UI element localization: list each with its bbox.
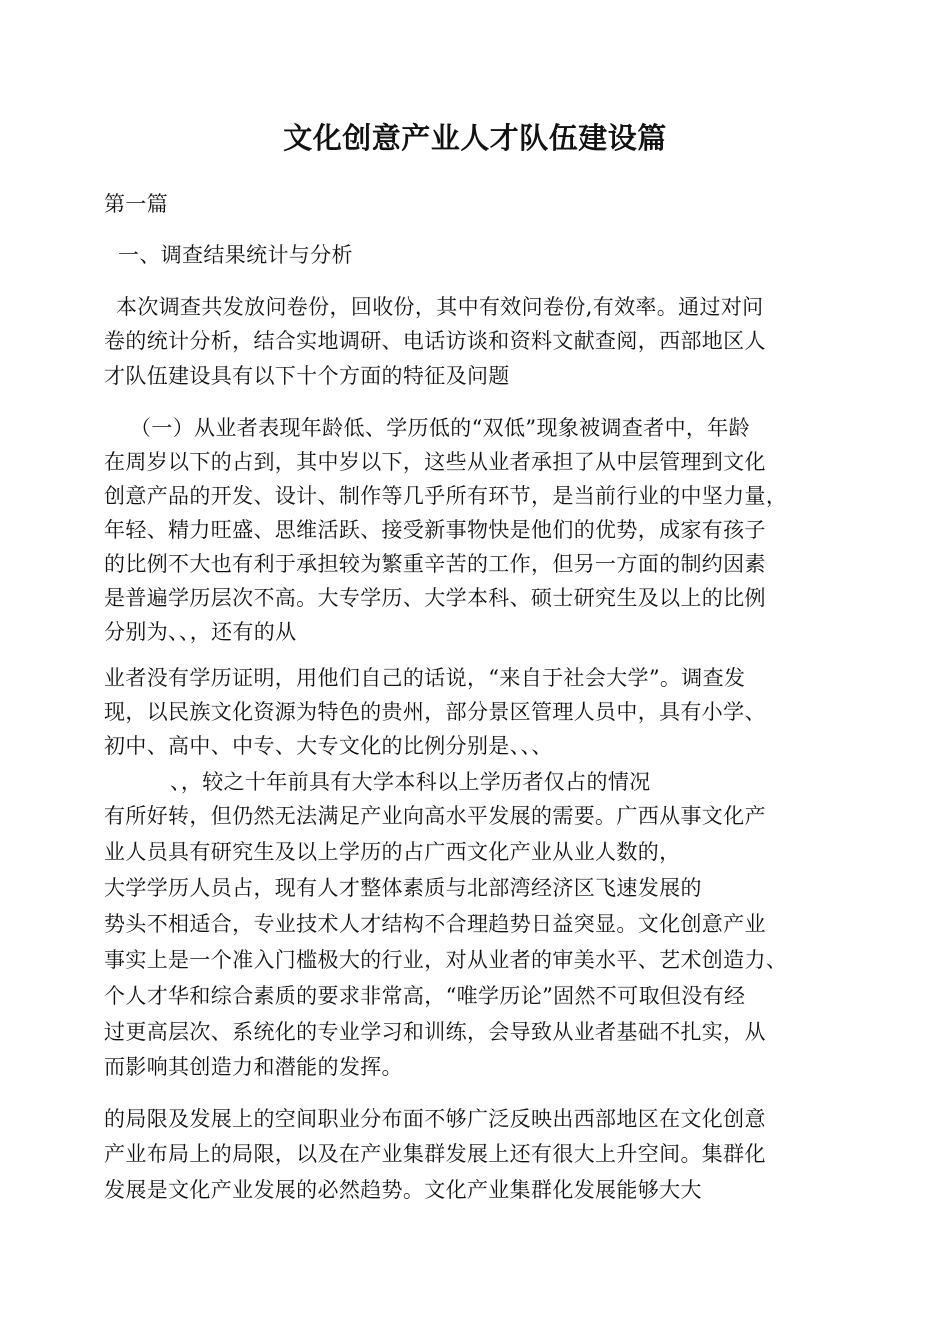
paragraph1-line: 本次调查共发放问卷份，回收份，其中有效问卷份,有效率。通过对问 (116, 295, 764, 319)
paragraph2-line: 业者没有学历证明，用他们自己的话说，“来自于社会大学”。调查发 (104, 666, 746, 690)
paragraph2-line: 业人员具有研究生及以上学历的占广西文化产业从业人数的， (104, 840, 681, 864)
paragraph2-line: 是普遍学历层次不高。大专学历、大学本科、硕士研究生及以上的比例 (104, 586, 766, 610)
paragraph2-line: 现，以民族文化资源为特色的贵州，部分景区管理人员中，具有小学、 (104, 700, 766, 724)
paragraph2-line: 初中、高中、中专、大专文化的比例分别是、、、 (104, 734, 553, 758)
paragraph1-line: 卷的统计分析，结合实地调研、电话访谈和资料文献查阅，西部地区人 (104, 329, 766, 353)
paragraph2-line: 、，较之十年前具有大学本科以上学历者仅占的情况 (170, 770, 651, 794)
paragraph2-line: 个人才华和综合素质的要求非常高，“唯学历论”固然不可取但没有经 (104, 984, 746, 1008)
paragraph2-line: 在周岁以下的占到，其中岁以下，这些从业者承担了从中层管理到文化 (104, 450, 766, 474)
paragraph1-line: 才队伍建设具有以下十个方面的特征及问题 (104, 364, 510, 388)
paragraph2-line: 过更高层次、系统化的专业学习和训练，会导致从业者基础不扎实，从 (104, 1020, 766, 1044)
paragraph2-line: 创意产品的开发、设计、制作等几乎所有环节，是当前行业的中坚力量， (104, 484, 788, 508)
subheading: 一、调查结果统计与分析 (118, 243, 353, 267)
paragraph3-line: 产业布局上的局限，以及在产业集群发展上还有很大上升空间。集群化 (104, 1142, 766, 1166)
paragraph2-line: 大学学历人员占，现有人才整体素质与北部湾经济区飞速发展的 (104, 876, 702, 900)
paragraph3-line: 发展是文化产业发展的必然趋势。文化产业集群化发展能够大大 (104, 1178, 702, 1202)
paragraph2-line: 势头不相适合，专业技术人才结构不合理趋势日益突显。文化创意产业 (104, 912, 766, 936)
section-heading: 第一篇 (104, 192, 169, 216)
paragraph2-line: 事实上是一个准入门槛极大的行业，对从业者的审美水平、艺术创造力、 (104, 948, 788, 972)
paragraph2-line: 而影响其创造力和潜能的发挥。 (104, 1055, 403, 1079)
paragraph2-line: 有所好转，但仍然无法满足产业向高水平发展的需要。广西从事文化产 (104, 804, 766, 828)
paragraph2-line: （一）从业者表现年龄低、学历低的“双低”现象被调查者中，年龄 (130, 416, 750, 440)
paragraph2-line: 的比例不大也有利于承担较为繁重辛苦的工作，但另一方面的制约因素 (104, 552, 766, 576)
document-title: 文化创意产业人才队伍建设篇 (283, 121, 667, 155)
paragraph2-line: 分别为、、，还有的从 (104, 620, 297, 644)
paragraph2-line: 年轻、精力旺盛、思维活跃、接受新事物快是他们的优势，成家有孩子 (104, 518, 766, 542)
paragraph3-line: 的局限及发展上的空间职业分布面不够广泛反映出西部地区在文化创意 (104, 1107, 766, 1131)
